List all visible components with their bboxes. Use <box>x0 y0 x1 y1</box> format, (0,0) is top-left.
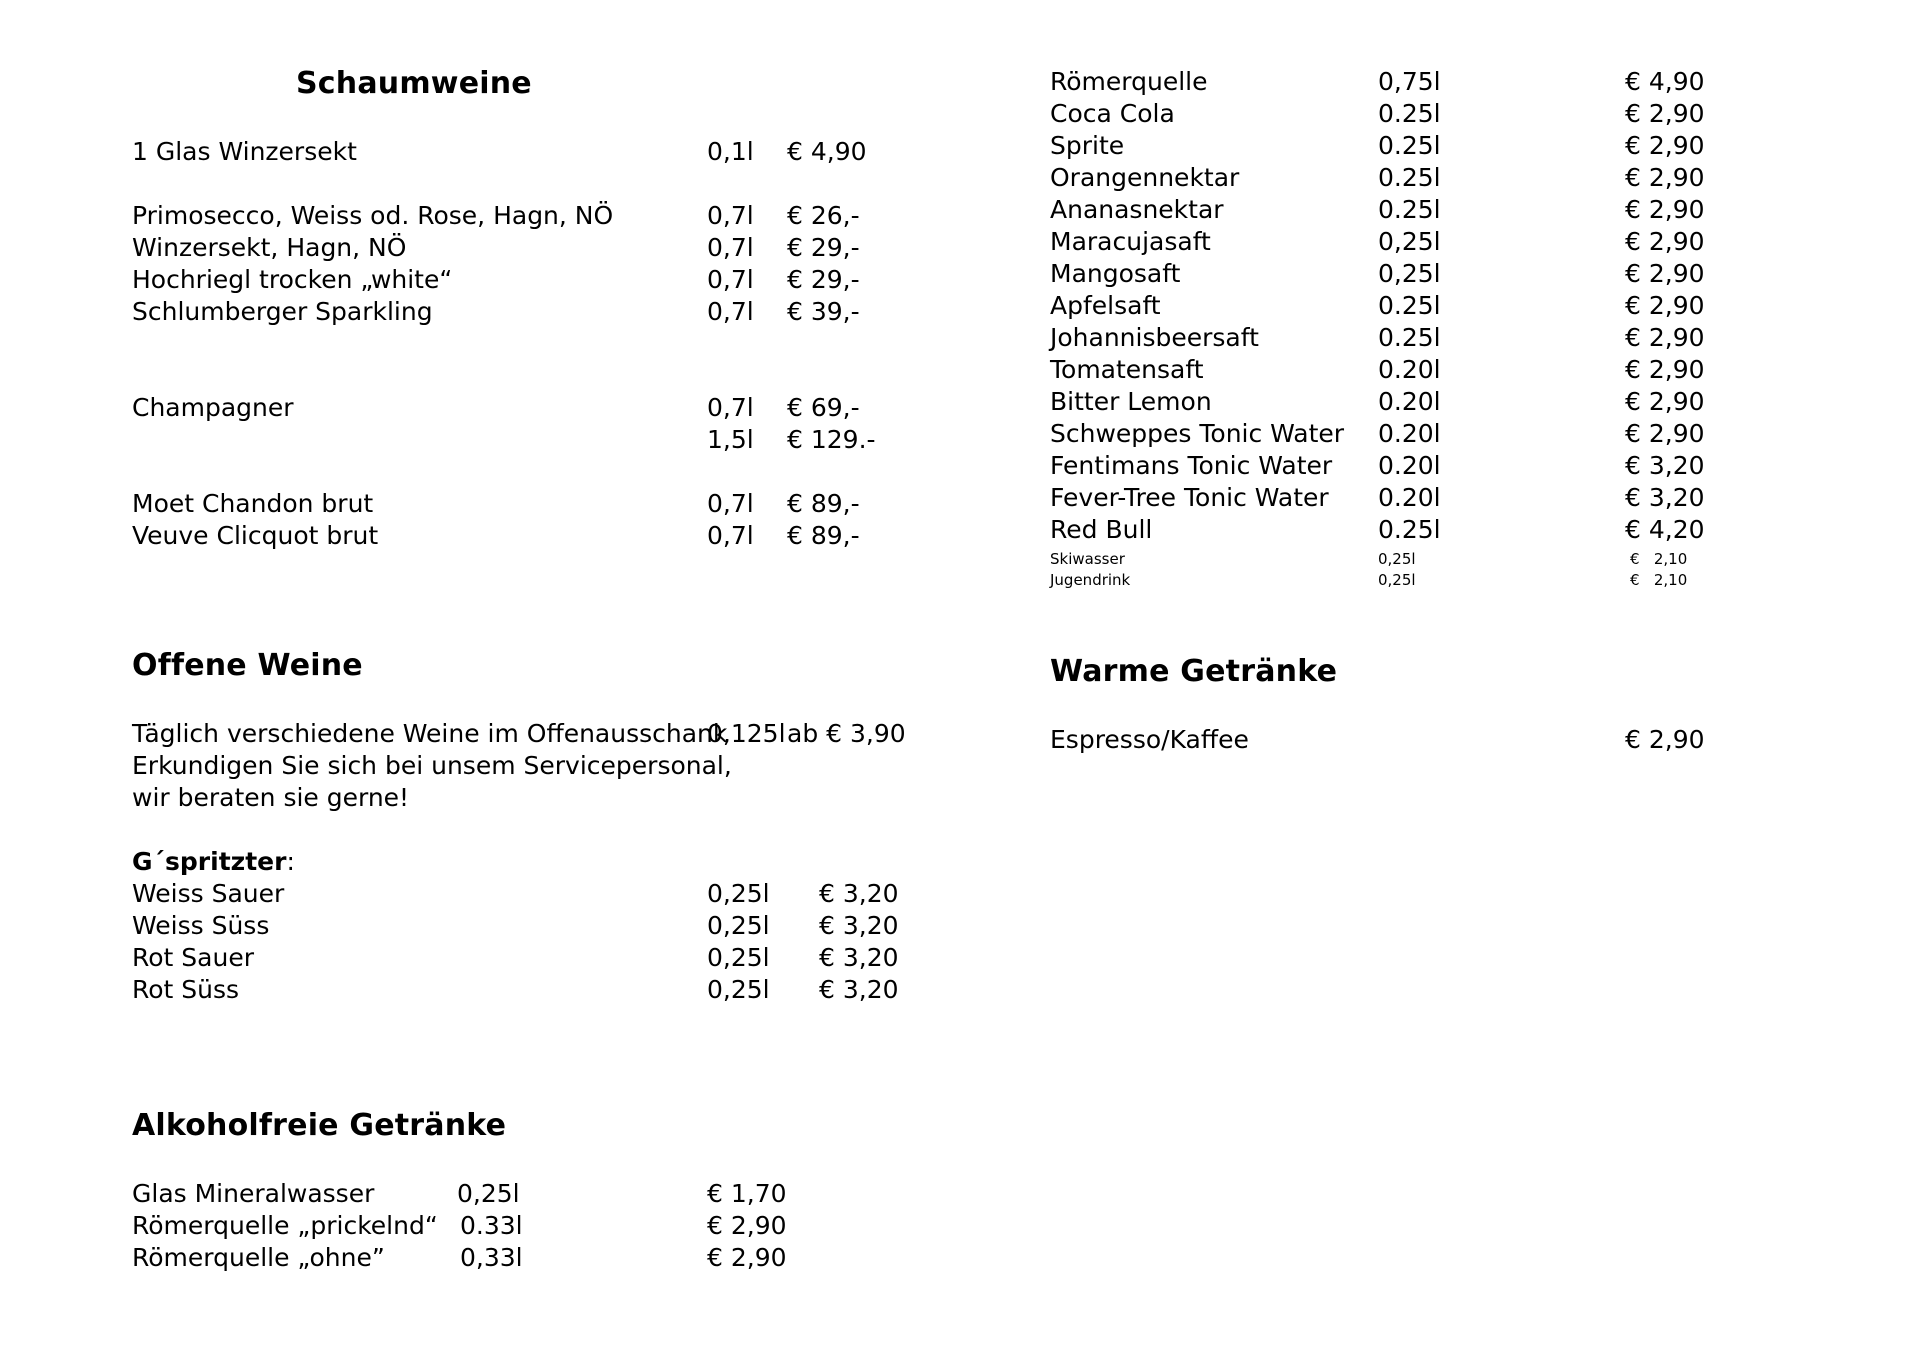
menu-item <box>1050 194 1750 226</box>
item-name: Moet Chandon brut <box>132 489 374 518</box>
item-price: € 2,90 <box>1625 323 1705 352</box>
item-size: 0.25l <box>1378 515 1441 544</box>
menu-item <box>1050 98 1750 130</box>
item-price: € 2,90 <box>1625 291 1705 320</box>
item-name: Glas Mineralwasser <box>132 1179 375 1208</box>
menu-item <box>1050 724 1750 756</box>
menu-item <box>1050 162 1750 194</box>
item-price: € 2,90 <box>1625 227 1705 256</box>
menu-item <box>132 1178 832 1210</box>
menu-item <box>132 136 932 168</box>
item-price: € 2,90 <box>1625 387 1705 416</box>
offene-weine-line <box>132 782 932 814</box>
menu-item <box>132 488 932 520</box>
gspritzter-label: G´spritzter <box>132 847 287 876</box>
item-size: 0,1l <box>707 137 754 166</box>
menu-item <box>132 974 932 1006</box>
item-price: € 2,90 <box>1625 195 1705 224</box>
menu-item <box>132 392 932 424</box>
item-price: € 29,- <box>787 233 860 262</box>
menu-item <box>132 520 932 552</box>
item-size: 0,25l <box>1378 550 1416 568</box>
menu-item <box>1050 66 1750 98</box>
item-price: € 2,90 <box>707 1211 787 1240</box>
item-name: Winzersekt, Hagn, NÖ <box>132 233 407 262</box>
item-name: Champagner <box>132 393 294 422</box>
item-name: Veuve Clicquot brut <box>132 521 379 550</box>
item-size: 0,7l <box>707 489 754 518</box>
menu-item <box>132 232 932 264</box>
item-name: Sprite <box>1050 131 1125 160</box>
item-size: 0.25l <box>1378 99 1441 128</box>
item-price: € 4,90 <box>1625 67 1705 96</box>
item-name: Römerquelle <box>1050 67 1208 96</box>
item-name: Rot Süss <box>132 975 240 1004</box>
item-name: Espresso/Kaffee <box>1050 725 1249 754</box>
menu-item <box>132 424 932 456</box>
item-size: 0,25l <box>707 975 770 1004</box>
menu-item <box>1050 514 1750 546</box>
item-price: € 89,- <box>787 489 860 518</box>
item-size: 0.20l <box>1378 483 1441 512</box>
item-price: € 39,- <box>787 297 860 326</box>
item-size: 0.20l <box>1378 355 1441 384</box>
menu-item <box>132 942 932 974</box>
item-size: 0,125l <box>707 719 786 748</box>
item-price: ab € 3,90 <box>787 719 906 748</box>
item-price: € 2,10 <box>1630 550 1688 568</box>
section-title-offene-weine: Offene Weine <box>132 648 363 683</box>
item-size: 0,25l <box>457 1179 520 1208</box>
menu-item <box>132 264 932 296</box>
item-price: € 89,- <box>787 521 860 550</box>
item-name: Ananasnektar <box>1050 195 1224 224</box>
item-price: € 4,20 <box>1625 515 1705 544</box>
item-price: € 1,70 <box>707 1179 787 1208</box>
item-size: 0,7l <box>707 233 754 262</box>
menu-item <box>132 878 932 910</box>
item-name: Apfelsaft <box>1050 291 1161 320</box>
item-name: Bitter Lemon <box>1050 387 1212 416</box>
item-name: Schweppes Tonic Water <box>1050 419 1345 448</box>
offene-weine-line <box>132 750 932 782</box>
item-price: € 29,- <box>787 265 860 294</box>
item-name: Maracujasaft <box>1050 227 1211 256</box>
item-price: € 2,10 <box>1630 571 1688 589</box>
item-size: 0,7l <box>707 201 754 230</box>
item-size: 0.20l <box>1378 419 1441 448</box>
item-price: € 2,90 <box>1625 419 1705 448</box>
item-price: € 2,90 <box>707 1243 787 1272</box>
item-price: € 2,90 <box>1625 99 1705 128</box>
item-price: € 4,90 <box>787 137 867 166</box>
menu-item <box>1050 258 1750 290</box>
item-price: € 3,20 <box>819 943 899 972</box>
item-name: Römerquelle „ohne” <box>132 1243 385 1272</box>
item-size: 0,25l <box>707 911 770 940</box>
item-name: Primosecco, Weiss od. Rose, Hagn, NÖ <box>132 201 614 230</box>
menu-item <box>132 1210 832 1242</box>
item-size: 0.25l <box>1378 291 1441 320</box>
menu-item <box>1050 290 1750 322</box>
menu-item <box>1050 130 1750 162</box>
item-price: € 2,90 <box>1625 355 1705 384</box>
item-name: Rot Sauer <box>132 943 254 972</box>
menu-item <box>1050 322 1750 354</box>
menu-item <box>1050 482 1750 514</box>
offene-weine-text: Täglich verschiedene Weine im Offenausschank <box>132 719 728 748</box>
item-price: € 3,20 <box>819 975 899 1004</box>
menu-item-small <box>1050 570 1750 591</box>
item-size: 0,7l <box>707 521 754 550</box>
item-size: 1,5l <box>707 425 754 454</box>
item-size: 0,25l <box>1378 227 1441 256</box>
item-name: Skiwasser <box>1050 550 1125 568</box>
item-name: 1 Glas Winzersekt <box>132 137 357 166</box>
offene-weine-line <box>132 718 932 750</box>
item-size: 0.20l <box>1378 387 1441 416</box>
item-size: 0.25l <box>1378 195 1441 224</box>
section-title-warme: Warme Getränke <box>1050 654 1338 689</box>
item-size: 0,75l <box>1378 67 1441 96</box>
item-price: € 2,90 <box>1625 163 1705 192</box>
menu-item <box>132 200 932 232</box>
menu-item <box>1050 226 1750 258</box>
item-price: € 3,20 <box>819 911 899 940</box>
menu-item <box>1050 354 1750 386</box>
offene-weine-text: wir beraten sie gerne! <box>132 783 410 812</box>
menu-item <box>132 296 932 328</box>
item-price: € 3,20 <box>1625 483 1705 512</box>
item-name: Weiss Sauer <box>132 879 285 908</box>
gspritzter-colon: : <box>286 847 295 876</box>
item-price: € 2,90 <box>1625 725 1705 754</box>
item-name: Römerquelle „prickelnd“ <box>132 1211 438 1240</box>
item-name: Johannisbeersaft <box>1050 323 1259 352</box>
item-name: Tomatensaft <box>1050 355 1204 384</box>
menu-item <box>1050 386 1750 418</box>
item-size: 0,33l <box>460 1243 523 1272</box>
item-size: 0.33l <box>460 1211 523 1240</box>
item-name: Hochriegl trocken „white“ <box>132 265 453 294</box>
section-title-alkoholfreie: Alkoholfreie Getränke <box>132 1108 507 1143</box>
item-name: Mangosaft <box>1050 259 1181 288</box>
item-size: 0,7l <box>707 297 754 326</box>
item-name: Coca Cola <box>1050 99 1175 128</box>
item-name: Red Bull <box>1050 515 1153 544</box>
item-size: 0,25l <box>1378 571 1416 589</box>
item-price: € 69,- <box>787 393 860 422</box>
gspritzter-heading <box>132 846 932 878</box>
item-name: Jugendrink <box>1050 571 1131 589</box>
item-size: 0,25l <box>707 879 770 908</box>
item-name: Orangennektar <box>1050 163 1240 192</box>
menu-item <box>1050 418 1750 450</box>
item-size: 0.25l <box>1378 163 1441 192</box>
item-price: € 3,20 <box>819 879 899 908</box>
item-price: € 26,- <box>787 201 860 230</box>
item-size: 0,7l <box>707 393 754 422</box>
section-title-schaumweine: Schaumweine <box>296 66 532 101</box>
item-size: 0,7l <box>707 265 754 294</box>
menu-item-small <box>1050 549 1750 570</box>
item-size: 0.20l <box>1378 451 1441 480</box>
item-size: 0,25l <box>707 943 770 972</box>
item-size: 0.25l <box>1378 131 1441 160</box>
item-name: Schlumberger Sparkling <box>132 297 433 326</box>
item-size: 0.25l <box>1378 323 1441 352</box>
offene-weine-text: Erkundigen Sie sich bei unsem Servicepersonal, <box>132 751 732 780</box>
menu-item <box>132 1242 832 1274</box>
item-name: Fentimans Tonic Water <box>1050 451 1333 480</box>
item-size: 0,25l <box>1378 259 1441 288</box>
menu-item <box>132 910 932 942</box>
item-price: € 2,90 <box>1625 131 1705 160</box>
item-price: € 2,90 <box>1625 259 1705 288</box>
item-name: Weiss Süss <box>132 911 270 940</box>
item-name: Fever-Tree Tonic Water <box>1050 483 1329 512</box>
item-price: € 129.- <box>787 425 876 454</box>
menu-item <box>1050 450 1750 482</box>
item-price: € 3,20 <box>1625 451 1705 480</box>
